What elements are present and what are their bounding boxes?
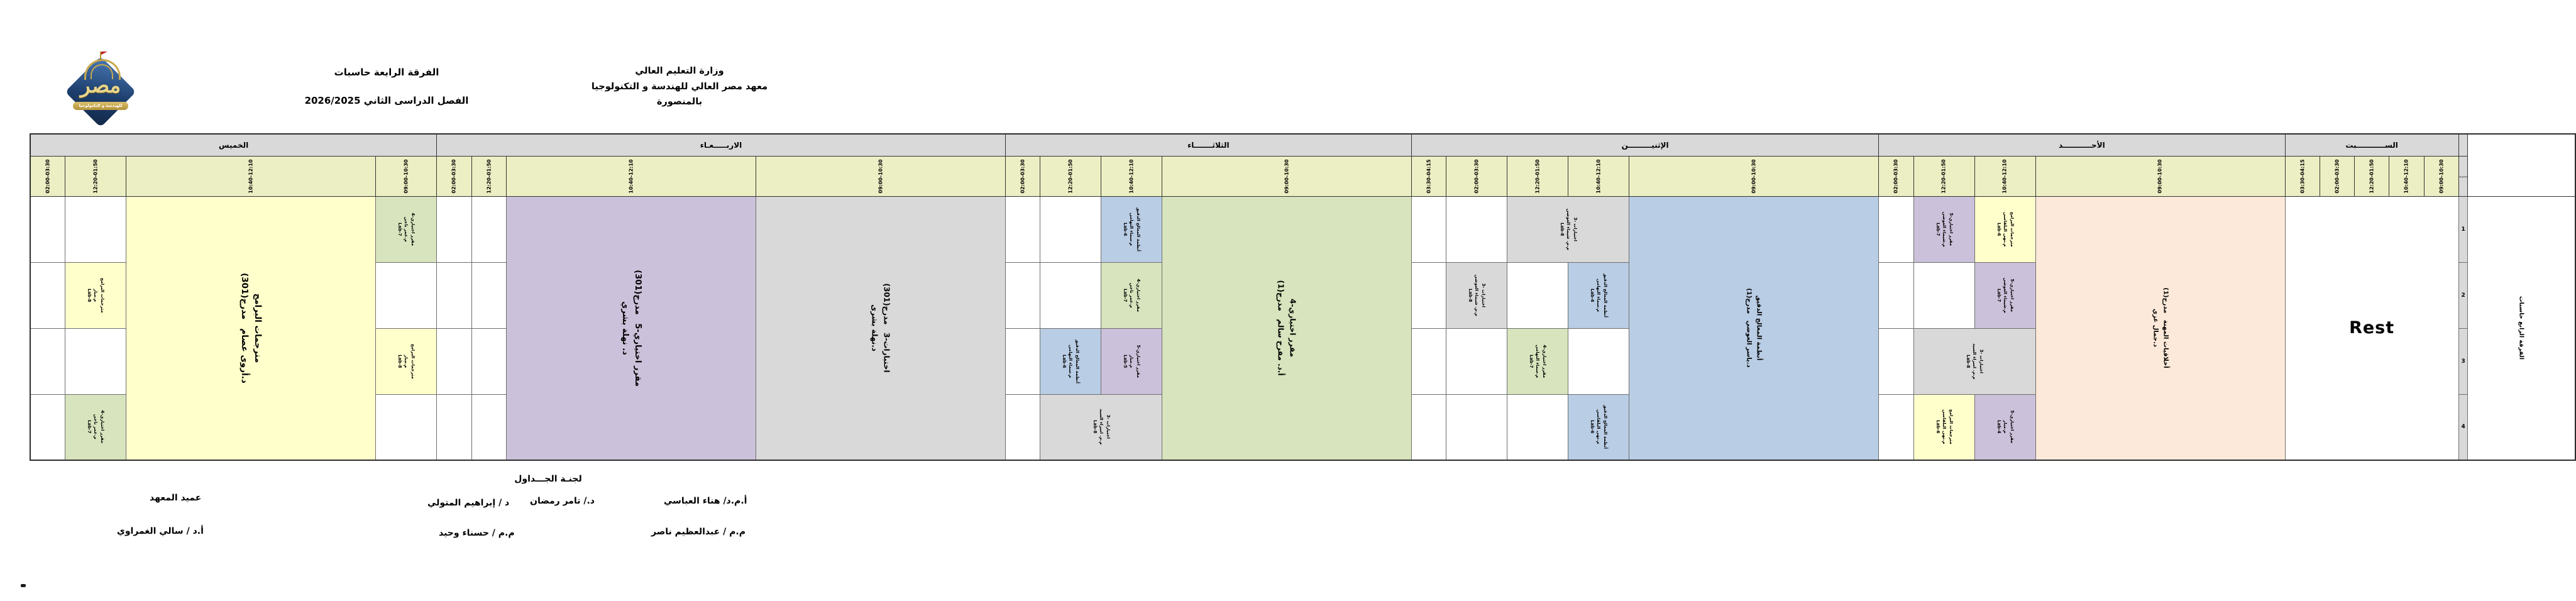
empty-cell (471, 196, 506, 262)
time-slot-header: 03:30-04:15 (2285, 156, 2320, 196)
empty-cell (1005, 394, 1040, 460)
empty-cell (1507, 262, 1568, 328)
logo-wordmark: مصر (80, 73, 121, 97)
time-slot-header: 02:00-03:30 (1005, 156, 1040, 196)
class-col-header (2468, 134, 2576, 196)
course-cell: أنظمة المعالج الدقيق م.سماء التهامى Lab-6 (1040, 328, 1101, 394)
class-label-cell: الفرقة الرابع حاسبات (2468, 196, 2576, 460)
empty-cell (1568, 328, 1629, 394)
time-slot-header: 12:20-01:50 (2355, 156, 2389, 196)
time-slot-header: 02:00-03:30 (2320, 156, 2354, 196)
time-slot-header: 10:40-12:10 (2389, 156, 2424, 196)
group-corner-label: مجموعة (2458, 156, 2468, 196)
city-line: بالمنصورة (656, 97, 703, 108)
empty-cell (1879, 262, 1913, 328)
time-slot-header: 02:00-03:30 (1446, 156, 1507, 196)
course-cell: مقرر اختياري-4 م.عمر ناجي Lab-7 (1101, 262, 1162, 328)
course-cell: مقرر اختياري-4 م.عمر ناجي Lab-7 (65, 394, 126, 460)
empty-cell (65, 328, 126, 394)
day-header: الســـــــــــبت (2285, 134, 2458, 156)
empty-cell (471, 328, 506, 394)
day-header: الاربـــــعـاء (437, 134, 1006, 156)
group-number: 4 (2458, 394, 2468, 460)
group-number: 1 (2458, 196, 2468, 262)
course-block: أخلاقيات المهنة مدرج(1) د.جمال غزي (2035, 196, 2285, 460)
time-slot-header: 02:00-03:30 (437, 156, 471, 196)
group-col-header (2458, 134, 2468, 156)
course-block: مقرر اختياري-5 مدرج(301) د. نهلة بشري (506, 196, 756, 460)
time-slot-header: 09:00-10:30 (1162, 156, 1412, 196)
time-slot-header: 02:00-03:30 (30, 156, 65, 196)
empty-cell (1040, 196, 1101, 262)
empty-cell (65, 196, 126, 262)
day-header: الخميس (30, 134, 437, 156)
course-cell: مقرر اختياري-4 م.سماء التهامى Lab-7 (1507, 328, 1568, 394)
institute-heading (583, 63, 776, 110)
empty-cell (30, 262, 65, 328)
day-header: الإثنيـــــــــن (1412, 134, 1879, 156)
empty-cell (1412, 196, 1446, 262)
course-cell: اختبارات -3 م.م. اسراء السيد Lab-8 (1040, 394, 1162, 460)
empty-cell (376, 394, 437, 460)
time-slot-header: 10:40-12:10 (126, 156, 376, 196)
time-slot-header: 09:00-10:30 (376, 156, 437, 196)
empty-cell (30, 196, 65, 262)
flag-icon (101, 52, 107, 57)
committee-member-2: د./ تامر رمضان (530, 496, 595, 506)
empty-cell (30, 394, 65, 460)
course-block: مقرر اختياري-4 أ.د. مفرح سالم مدرج(1) (1162, 196, 1412, 460)
course-cell: مترجمات البرامج م.نهى البلقاسي Lab-6 (1974, 196, 2035, 262)
dean-name: أ.د / سالي الغمراوي (117, 526, 204, 536)
empty-cell (1040, 262, 1101, 328)
dean-title: عميد المعهد (150, 493, 202, 503)
ministry-line: وزارة التعليم العالي (635, 66, 724, 76)
rest-cell: Rest (2285, 196, 2458, 460)
course-block: مترجمات البرامج د.أروى عصام مدرج(301) (126, 196, 376, 460)
time-slot-header: 10:40-12:10 (1974, 156, 2035, 196)
course-cell: مترجمات البرامج م.نهى البلقاسي Lab-6 (1913, 394, 1974, 460)
logo-banner: للهندسة و التكنولوجيا (73, 102, 128, 110)
committee-member-4: م.م / عبدالعظيم ناصر (651, 527, 746, 537)
time-slot-header: 09:00-10:30 (756, 156, 1005, 196)
committee-member-5: م.م / حسناء وحيد (439, 528, 515, 538)
course-cell: أنظمة المعالج الدقيق م.نهى البلقاسي Lab-6 (1568, 394, 1629, 460)
empty-cell (437, 394, 471, 460)
course-cell: مقرر اختياري-5 م.شيماء العوضي Lab-7 (1913, 196, 1974, 262)
course-cell: اختبارات -3 م.م. شيماء العوضي Lab-8 (1446, 262, 1507, 328)
empty-cell (1005, 262, 1040, 328)
group-number: 2 (2458, 262, 2468, 328)
empty-cell (1879, 394, 1913, 460)
empty-cell (1446, 196, 1507, 262)
page-title: الفرقة الرابعة حاسبات (334, 67, 439, 78)
course-block: أنظمة المعالج الدقيق د.ياسر العوضي مدرج(1) (1629, 196, 1879, 460)
empty-cell (437, 328, 471, 394)
course-cell: مقرر اختياري-5 م.منار Lab-5 (1101, 328, 1162, 394)
course-cell: أنظمة المعالج الدقيق م.سماء التهامى Lab-6 (1101, 196, 1162, 262)
time-slot-header: 10:40-12:10 (1568, 156, 1629, 196)
course-block: اختبارات-3 مدرج(301) د.نهلة بشرى (756, 196, 1005, 460)
course-cell: مقرر اختياري-5 م.منار Lab-4 (1974, 394, 2035, 460)
empty-cell (1412, 262, 1446, 328)
course-cell: أنظمة المعالج الدقيق م.سماء التهامى Lab-4 (1568, 262, 1629, 328)
time-slot-header: 09:00-10:30 (2035, 156, 2285, 196)
day-header: الثلاثـــــــاء (1005, 134, 1411, 156)
course-cell: مقرر اختياري-5 م.شيماء العوضي Lab-7 (1974, 262, 2035, 328)
empty-cell (376, 262, 437, 328)
time-slot-header: 10:40-12:10 (506, 156, 756, 196)
course-cell: اختبارات -3 م.م. اسراء السيد Lab-8 (1913, 328, 2035, 394)
time-slot-header: 03:30-04:15 (1412, 156, 1446, 196)
course-cell: مترجمات البرامج م.منار Lab-8 (376, 328, 437, 394)
institute-logo (63, 54, 141, 124)
empty-cell (1412, 394, 1446, 460)
empty-cell (1879, 328, 1913, 394)
committee-title: لجنـة الجـــداول (514, 474, 582, 484)
scan-mark (21, 584, 26, 587)
institute-line: معهد مصر العالي للهندسة و التكنولوجيا (591, 81, 768, 92)
time-slot-header: 12:20-01:50 (471, 156, 506, 196)
time-slot-header: 12:20-01:50 (1507, 156, 1568, 196)
empty-cell (1507, 394, 1568, 460)
committee-member-3: د / إبراهيم المتولي (427, 498, 510, 508)
empty-cell (1879, 196, 1913, 262)
empty-cell (1446, 394, 1507, 460)
time-slot-header: 12:20-01:50 (1913, 156, 1974, 196)
empty-cell (1446, 328, 1507, 394)
time-slot-header: 12:20-01:50 (65, 156, 126, 196)
empty-cell (471, 262, 506, 328)
semester-title: الفصل الدراسى الثاني 2026/2025 (304, 95, 469, 106)
timetable (30, 133, 2576, 461)
empty-cell (1913, 262, 1974, 328)
day-header: الأحـــــــــــد (1879, 134, 2285, 156)
time-slot-header: 02:00-03:30 (1879, 156, 1913, 196)
time-slot-header: 09:00-10:30 (1629, 156, 1879, 196)
empty-cell (1005, 328, 1040, 394)
empty-cell (437, 262, 471, 328)
document-title-block (282, 67, 492, 106)
empty-cell (1412, 328, 1446, 394)
empty-cell (1005, 196, 1040, 262)
group-number: 3 (2458, 328, 2468, 394)
empty-cell (471, 394, 506, 460)
committee-member-1: أ.م.د/ هناء العباسي (664, 496, 747, 506)
course-cell: مقرر اختياري-4 م.عمر ناجي Lab-7 (376, 196, 437, 262)
empty-cell (30, 328, 65, 394)
time-slot-header: 12:20-01:50 (1040, 156, 1101, 196)
course-cell: اختبارات -3 م.م. شيماء العوضي Lab-8 (1507, 196, 1629, 262)
course-cell: مترجمات البرامج م.منار Lab-8 (65, 262, 126, 328)
time-slot-header: 09:00-10:30 (2424, 156, 2458, 196)
time-slot-header: 10:40-12:10 (1101, 156, 1162, 196)
empty-cell (437, 196, 471, 262)
